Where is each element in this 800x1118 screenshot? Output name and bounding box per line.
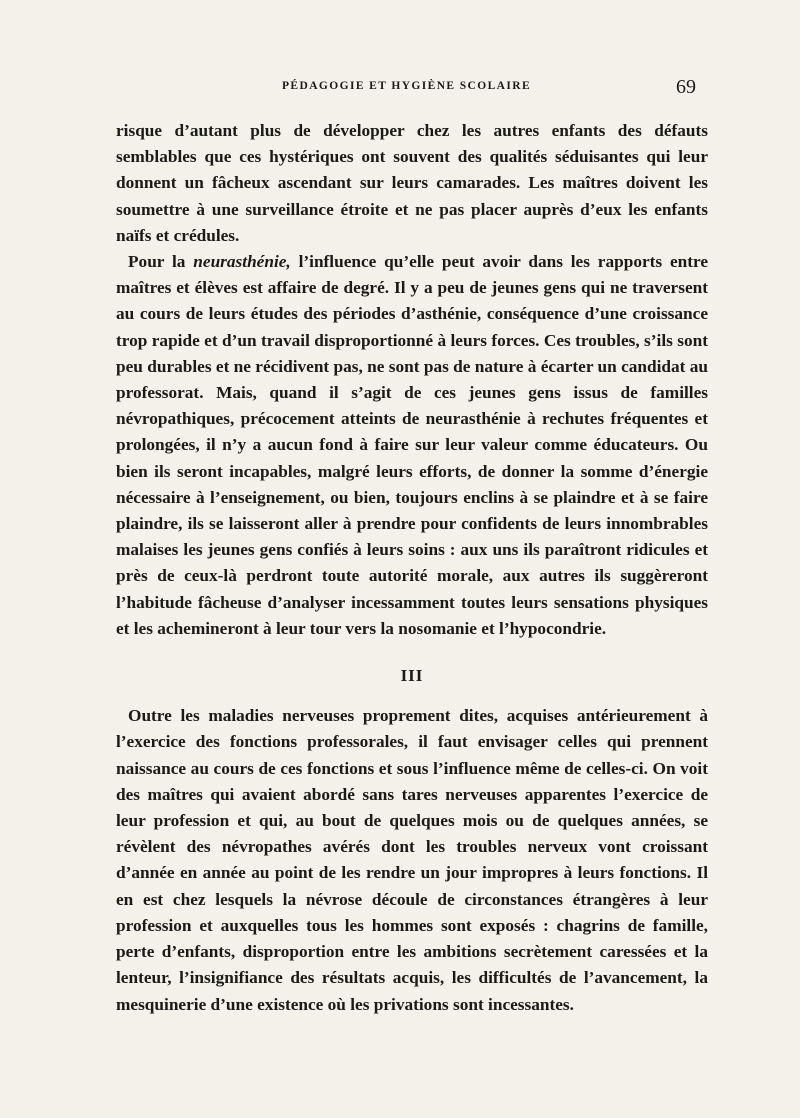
- paragraph: [116, 118, 708, 249]
- paragraph-text: risque d’autant plus de développer chez les autres enfants des défauts semblables que ces hystériques ont souvent des qualités séduisantes qui leur donnent un fâcheux ascendant sur leurs camarades. Les maîtres doivent les soumettre à une surveillance étroite et ne pas placer auprès d’eux les enfants naïfs et crédules.: [116, 121, 708, 245]
- paragraph: [116, 703, 708, 1017]
- paragraph-text: Outre les maladies nerveuses proprement dites, acquises antérieurement à l’exercice des fonctions professorales, il faut envisager celles qui prennent naissance au cours de ces fonctions et sous l’influence même de celles-ci. On voit des maîtres qui avaient abordé sans tares nerveuses apparentes l’exercice de leur profession et qui, au bout de quelques mois ou de quelques années, se révèlent des névropathes avérés dont les troubles nerveux vont croissant d’année en année au point de les rendre un jour impropres à leurs fonctions. Il en est chez lesquels la névrose découle de circonstances étrangères à leur profession et auxquelles tous les hommes sont exposés : chagrins de famille, perte d’enfants, disproportion entre les ambitions secrètement caressées et la lenteur, l’insignifiance des résultats acquis, les difficultés de l’avancement, la mesquinerie d’une existence où les privations sont incessantes.: [116, 706, 708, 1014]
- paragraph-text-lead: Pour la: [128, 252, 194, 272]
- running-title: PÉDAGOGIE ET HYGIÈNE SCOLAIRE: [282, 80, 532, 92]
- running-head: [0, 76, 800, 100]
- paragraph: [116, 249, 708, 642]
- section-heading: III: [400, 666, 424, 686]
- emphasized-term: neurasthénie,: [193, 252, 291, 272]
- page-number: 69: [676, 76, 696, 98]
- paragraph-text-rest: l’influence qu’elle peut avoir dans les rapports entre maîtres et élèves est affaire de degré. Il y a peu de jeunes gens qui ne traversent au cours de leurs études des périodes d’asthénie, conséquence d’une croissance trop rapide et d’un travail disproportionné à leurs forces. Ces troubles, s’ils sont peu durables et ne récidivent pas, ne sont pas de nature à écarter un candidat au professorat. Mais, quand il s’agit de ces jeunes gens issus de familles névropathiques, précocement atteints de neurasthénie à rechutes fréquentes et prolongées, il n’y a aucun fond à faire sur leur valeur comme éducateurs. Ou bien ils seront incapables, malgré leurs efforts, de donner la somme d’énergie nécessaire à l’enseignement, ou bien, toujours enclins à se plaindre et à se faire plaindre, ils se laisseront aller à prendre pour confidents de leurs innombrables malaises les jeunes gens confiés à leurs soins : aux uns ils paraîtront ridicules et près de ceux-là perdront toute autorité morale, aux autres ils suggèreront l’habitude fâcheuse d’analyser incessamment toutes leurs sensations physiques et les achemineront à leur tour vers la nosomanie et l’hypocondrie.: [116, 252, 709, 638]
- body-text: [116, 118, 708, 1018]
